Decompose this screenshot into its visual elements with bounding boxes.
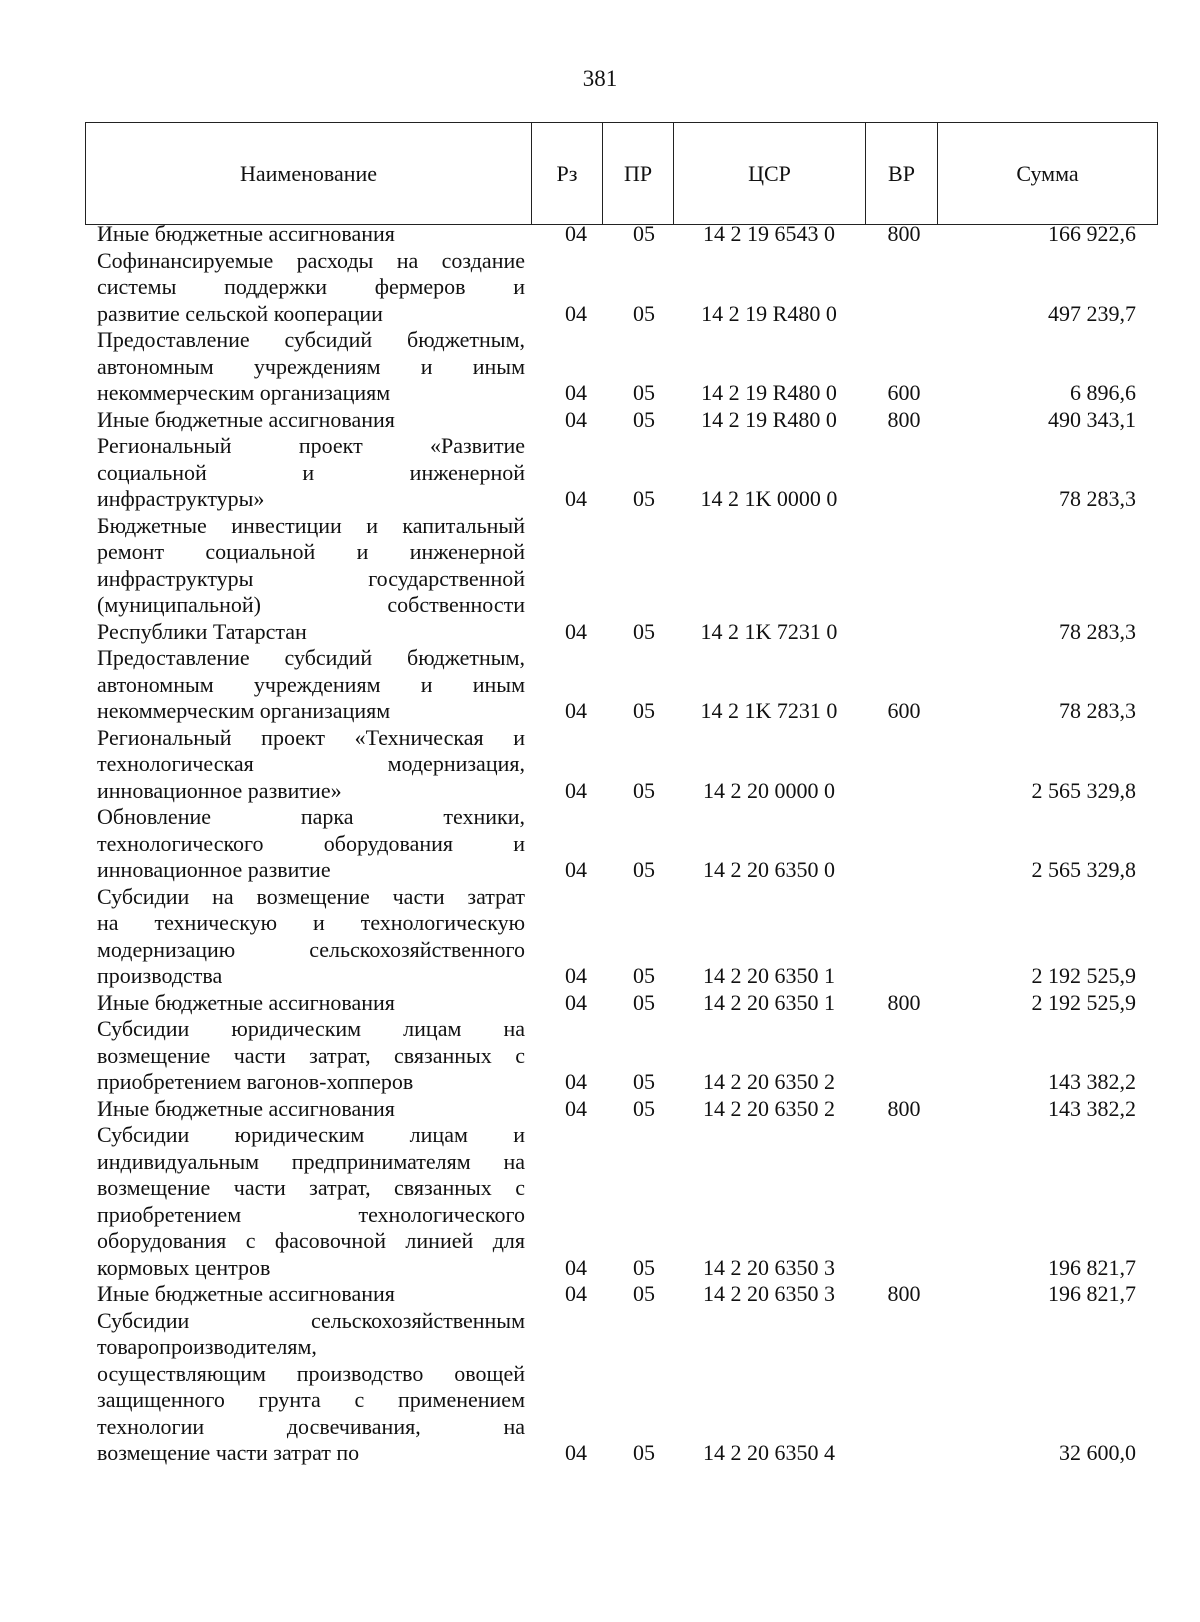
row-rz: 04 xyxy=(565,618,587,644)
row-rz: 04 xyxy=(565,300,587,326)
table-row xyxy=(0,724,1200,804)
row-rz: 04 xyxy=(565,1254,587,1280)
row-sum: 32 600,0 xyxy=(1059,1440,1136,1465)
header-csr: ЦСР xyxy=(673,123,865,224)
row-vr: 600 xyxy=(887,698,921,723)
row-name-line: Субсидии сельскохозяйственным xyxy=(97,1307,525,1333)
row-pr: 05 xyxy=(633,989,655,1015)
row-vr xyxy=(880,300,928,327)
row-pr: 05 xyxy=(633,380,655,405)
row-pr: 05 xyxy=(633,300,655,326)
row-name-line: Иные бюджетные ассигнования xyxy=(97,989,395,1015)
table-row xyxy=(0,989,1200,1016)
row-csr: 14 2 20 6350 1 xyxy=(703,989,835,1015)
row-vr xyxy=(880,1254,928,1281)
row-csr: 14 2 19 6543 0 xyxy=(703,221,835,246)
row-pr: 05 xyxy=(633,698,655,723)
row-rz: 04 xyxy=(565,777,587,803)
row-sum: 143 382,2 xyxy=(1048,1095,1136,1121)
row-vr xyxy=(880,1439,928,1466)
row-name-line: Обновление парка техники, xyxy=(97,804,525,829)
row-sum: 78 283,3 xyxy=(1059,698,1136,723)
page-number: 381 xyxy=(582,66,618,91)
row-sum: 166 922,6 xyxy=(1048,221,1136,246)
row-pr: 05 xyxy=(633,1440,655,1465)
row-name-line: инфраструктуры» xyxy=(97,486,265,511)
table-row xyxy=(0,883,1200,989)
table-row xyxy=(0,803,1200,883)
row-name-line: автономным учреждениям и иным xyxy=(97,671,525,697)
header-rz: Рз xyxy=(531,123,602,224)
row-csr: 14 2 20 6350 2 xyxy=(703,1069,835,1094)
row-name-line: социальной и инженерной xyxy=(97,459,525,485)
row-name-line: некоммерческим организациям xyxy=(97,380,391,405)
row-name-line: Предоставление субсидий бюджетным, xyxy=(97,327,525,352)
row-vr: 800 xyxy=(887,406,921,432)
row-vr: 800 xyxy=(887,221,921,246)
row-name-line: инфраструктуры государственной xyxy=(97,565,525,591)
row-csr: 14 2 19 R480 0 xyxy=(701,406,837,432)
row-name-line: Региональный проект «Техническая и xyxy=(97,724,525,750)
row-name-line: Субсидии на возмещение части затрат xyxy=(97,883,525,909)
table-row xyxy=(0,512,1200,645)
header-pr: ПР xyxy=(602,123,673,224)
row-rz: 04 xyxy=(565,380,587,405)
row-sum: 196 821,7 xyxy=(1048,1254,1136,1280)
row-sum: 2 192 525,9 xyxy=(1031,989,1136,1015)
row-name-line: технологическая модернизация, xyxy=(97,751,525,776)
row-vr xyxy=(880,856,928,883)
row-rz: 04 xyxy=(565,486,587,511)
table-row xyxy=(0,432,1200,512)
row-csr: 14 2 1K 7231 0 xyxy=(700,618,838,644)
header-sum: Сумма xyxy=(937,123,1157,224)
row-rz: 04 xyxy=(565,698,587,723)
row-name-line: автономным учреждениям и иным xyxy=(97,353,525,379)
row-name-line: на техническую и технологическую xyxy=(97,910,525,935)
row-sum: 2 192 525,9 xyxy=(1031,963,1136,988)
row-csr: 14 2 1K 7231 0 xyxy=(700,698,838,723)
row-csr: 14 2 20 6350 3 xyxy=(703,1254,835,1280)
row-rz: 04 xyxy=(565,1069,587,1094)
row-vr: 600 xyxy=(887,380,921,405)
row-csr: 14 2 20 6350 3 xyxy=(703,1281,835,1306)
row-pr: 05 xyxy=(633,221,655,246)
row-csr: 14 2 20 6350 2 xyxy=(703,1095,835,1121)
row-name-line: инновационное развитие» xyxy=(97,777,342,803)
table-row xyxy=(0,1307,1200,1466)
row-vr xyxy=(880,485,928,512)
row-name-line: индивидуальным предпринимателям на xyxy=(97,1148,525,1174)
row-sum: 78 283,3 xyxy=(1059,618,1136,644)
row-name-line: развитие сельской кооперации xyxy=(97,300,383,326)
row-name-line: осуществляющим производство овощей xyxy=(97,1360,525,1386)
header-vr: ВР xyxy=(865,123,937,224)
row-sum: 78 283,3 xyxy=(1059,486,1136,511)
row-vr: 800 xyxy=(887,1281,921,1306)
row-csr: 14 2 19 R480 0 xyxy=(701,300,837,326)
row-rz: 04 xyxy=(565,857,587,882)
row-pr: 05 xyxy=(633,1254,655,1280)
row-pr: 05 xyxy=(633,1095,655,1121)
row-vr xyxy=(880,1068,928,1095)
row-name-line: защищенного грунта с применением xyxy=(97,1387,525,1412)
row-name-line: технологии досвечивания, на xyxy=(97,1413,525,1439)
table-row xyxy=(0,1095,1200,1122)
row-pr: 05 xyxy=(633,963,655,988)
row-sum: 196 821,7 xyxy=(1048,1281,1136,1306)
row-csr: 14 2 20 6350 1 xyxy=(703,963,835,988)
table-row xyxy=(0,644,1200,724)
table-row xyxy=(0,1015,1200,1095)
row-name-line: приобретением технологического xyxy=(97,1201,525,1227)
table-row xyxy=(0,247,1200,327)
row-pr: 05 xyxy=(633,618,655,644)
row-pr: 05 xyxy=(633,1281,655,1306)
row-rz: 04 xyxy=(565,1095,587,1121)
row-rz: 04 xyxy=(565,1440,587,1465)
row-name-line: Иные бюджетные ассигнования xyxy=(97,221,395,246)
row-name-line: возмещение части затрат, связанных с xyxy=(97,1175,525,1200)
row-name-line: Субсидии юридическим лицам и xyxy=(97,1122,525,1147)
row-csr: 14 2 20 6350 4 xyxy=(703,1440,835,1465)
row-csr: 14 2 1K 0000 0 xyxy=(700,486,838,511)
row-name-line: Региональный проект «Развитие xyxy=(97,433,525,458)
row-rz: 04 xyxy=(565,989,587,1015)
row-sum: 2 565 329,8 xyxy=(1031,857,1136,882)
row-rz: 04 xyxy=(565,1281,587,1306)
row-vr xyxy=(880,962,928,989)
row-name-line: Иные бюджетные ассигнования xyxy=(97,1095,395,1121)
row-csr: 14 2 20 6350 0 xyxy=(703,857,835,882)
table-row xyxy=(0,1121,1200,1280)
row-sum: 2 565 329,8 xyxy=(1031,777,1136,803)
row-name-line: Субсидии юридическим лицам на xyxy=(97,1016,525,1041)
row-vr xyxy=(880,777,928,804)
row-name-line: оборудования с фасовочной линией для xyxy=(97,1228,525,1253)
row-name-line: производства xyxy=(97,963,223,988)
row-name-line: (муниципальной) собственности xyxy=(97,592,525,617)
row-rz: 04 xyxy=(565,406,587,432)
row-pr: 05 xyxy=(633,486,655,511)
row-name-line: Иные бюджетные ассигнования xyxy=(97,1281,395,1306)
row-name-line: Иные бюджетные ассигнования xyxy=(97,406,395,432)
row-pr: 05 xyxy=(633,1069,655,1094)
row-sum: 497 239,7 xyxy=(1048,300,1136,326)
row-sum: 490 343,1 xyxy=(1048,406,1136,432)
table-row xyxy=(0,406,1200,433)
header-name: Наименование xyxy=(239,160,378,186)
row-name-line: модернизацию сельскохозяйственного xyxy=(97,936,525,962)
row-vr xyxy=(880,618,928,645)
row-name-line: Софинансируемые расходы на создание xyxy=(97,247,525,273)
row-name-line: возмещение части затрат, связанных с xyxy=(97,1042,525,1068)
row-name-line: Предоставление субсидий бюджетным, xyxy=(97,645,525,670)
row-rz: 04 xyxy=(565,963,587,988)
row-name-line: приобретением вагонов-хопперов xyxy=(97,1069,414,1094)
row-vr: 800 xyxy=(887,1095,921,1121)
row-pr: 05 xyxy=(633,857,655,882)
row-csr: 14 2 20 0000 0 xyxy=(703,777,835,803)
table-row xyxy=(0,1280,1200,1307)
row-name-line: системы поддержки фермеров и xyxy=(97,274,525,299)
row-name-line: Республики Татарстан xyxy=(97,618,307,644)
row-name-line: ремонт социальной и инженерной xyxy=(97,539,525,564)
row-name-line: технологического оборудования и xyxy=(97,830,525,856)
row-sum: 143 382,2 xyxy=(1048,1069,1136,1094)
row-name-line: кормовых центров xyxy=(97,1254,271,1280)
row-pr: 05 xyxy=(633,406,655,432)
table-row xyxy=(0,326,1200,406)
row-sum: 6 896,6 xyxy=(1070,380,1136,405)
row-pr: 05 xyxy=(633,777,655,803)
row-name-line: Бюджетные инвестиции и капитальный xyxy=(97,512,525,538)
row-vr: 800 xyxy=(887,989,921,1015)
row-name-line: возмещение части затрат по xyxy=(97,1440,360,1465)
row-name-line: инновационное развитие xyxy=(97,857,331,882)
row-csr: 14 2 19 R480 0 xyxy=(701,380,837,405)
table-row xyxy=(0,220,1200,247)
row-name-line: некоммерческим организациям xyxy=(97,698,391,723)
row-name-line: товаропроизводителям, xyxy=(97,1334,317,1359)
row-rz: 04 xyxy=(565,221,587,246)
